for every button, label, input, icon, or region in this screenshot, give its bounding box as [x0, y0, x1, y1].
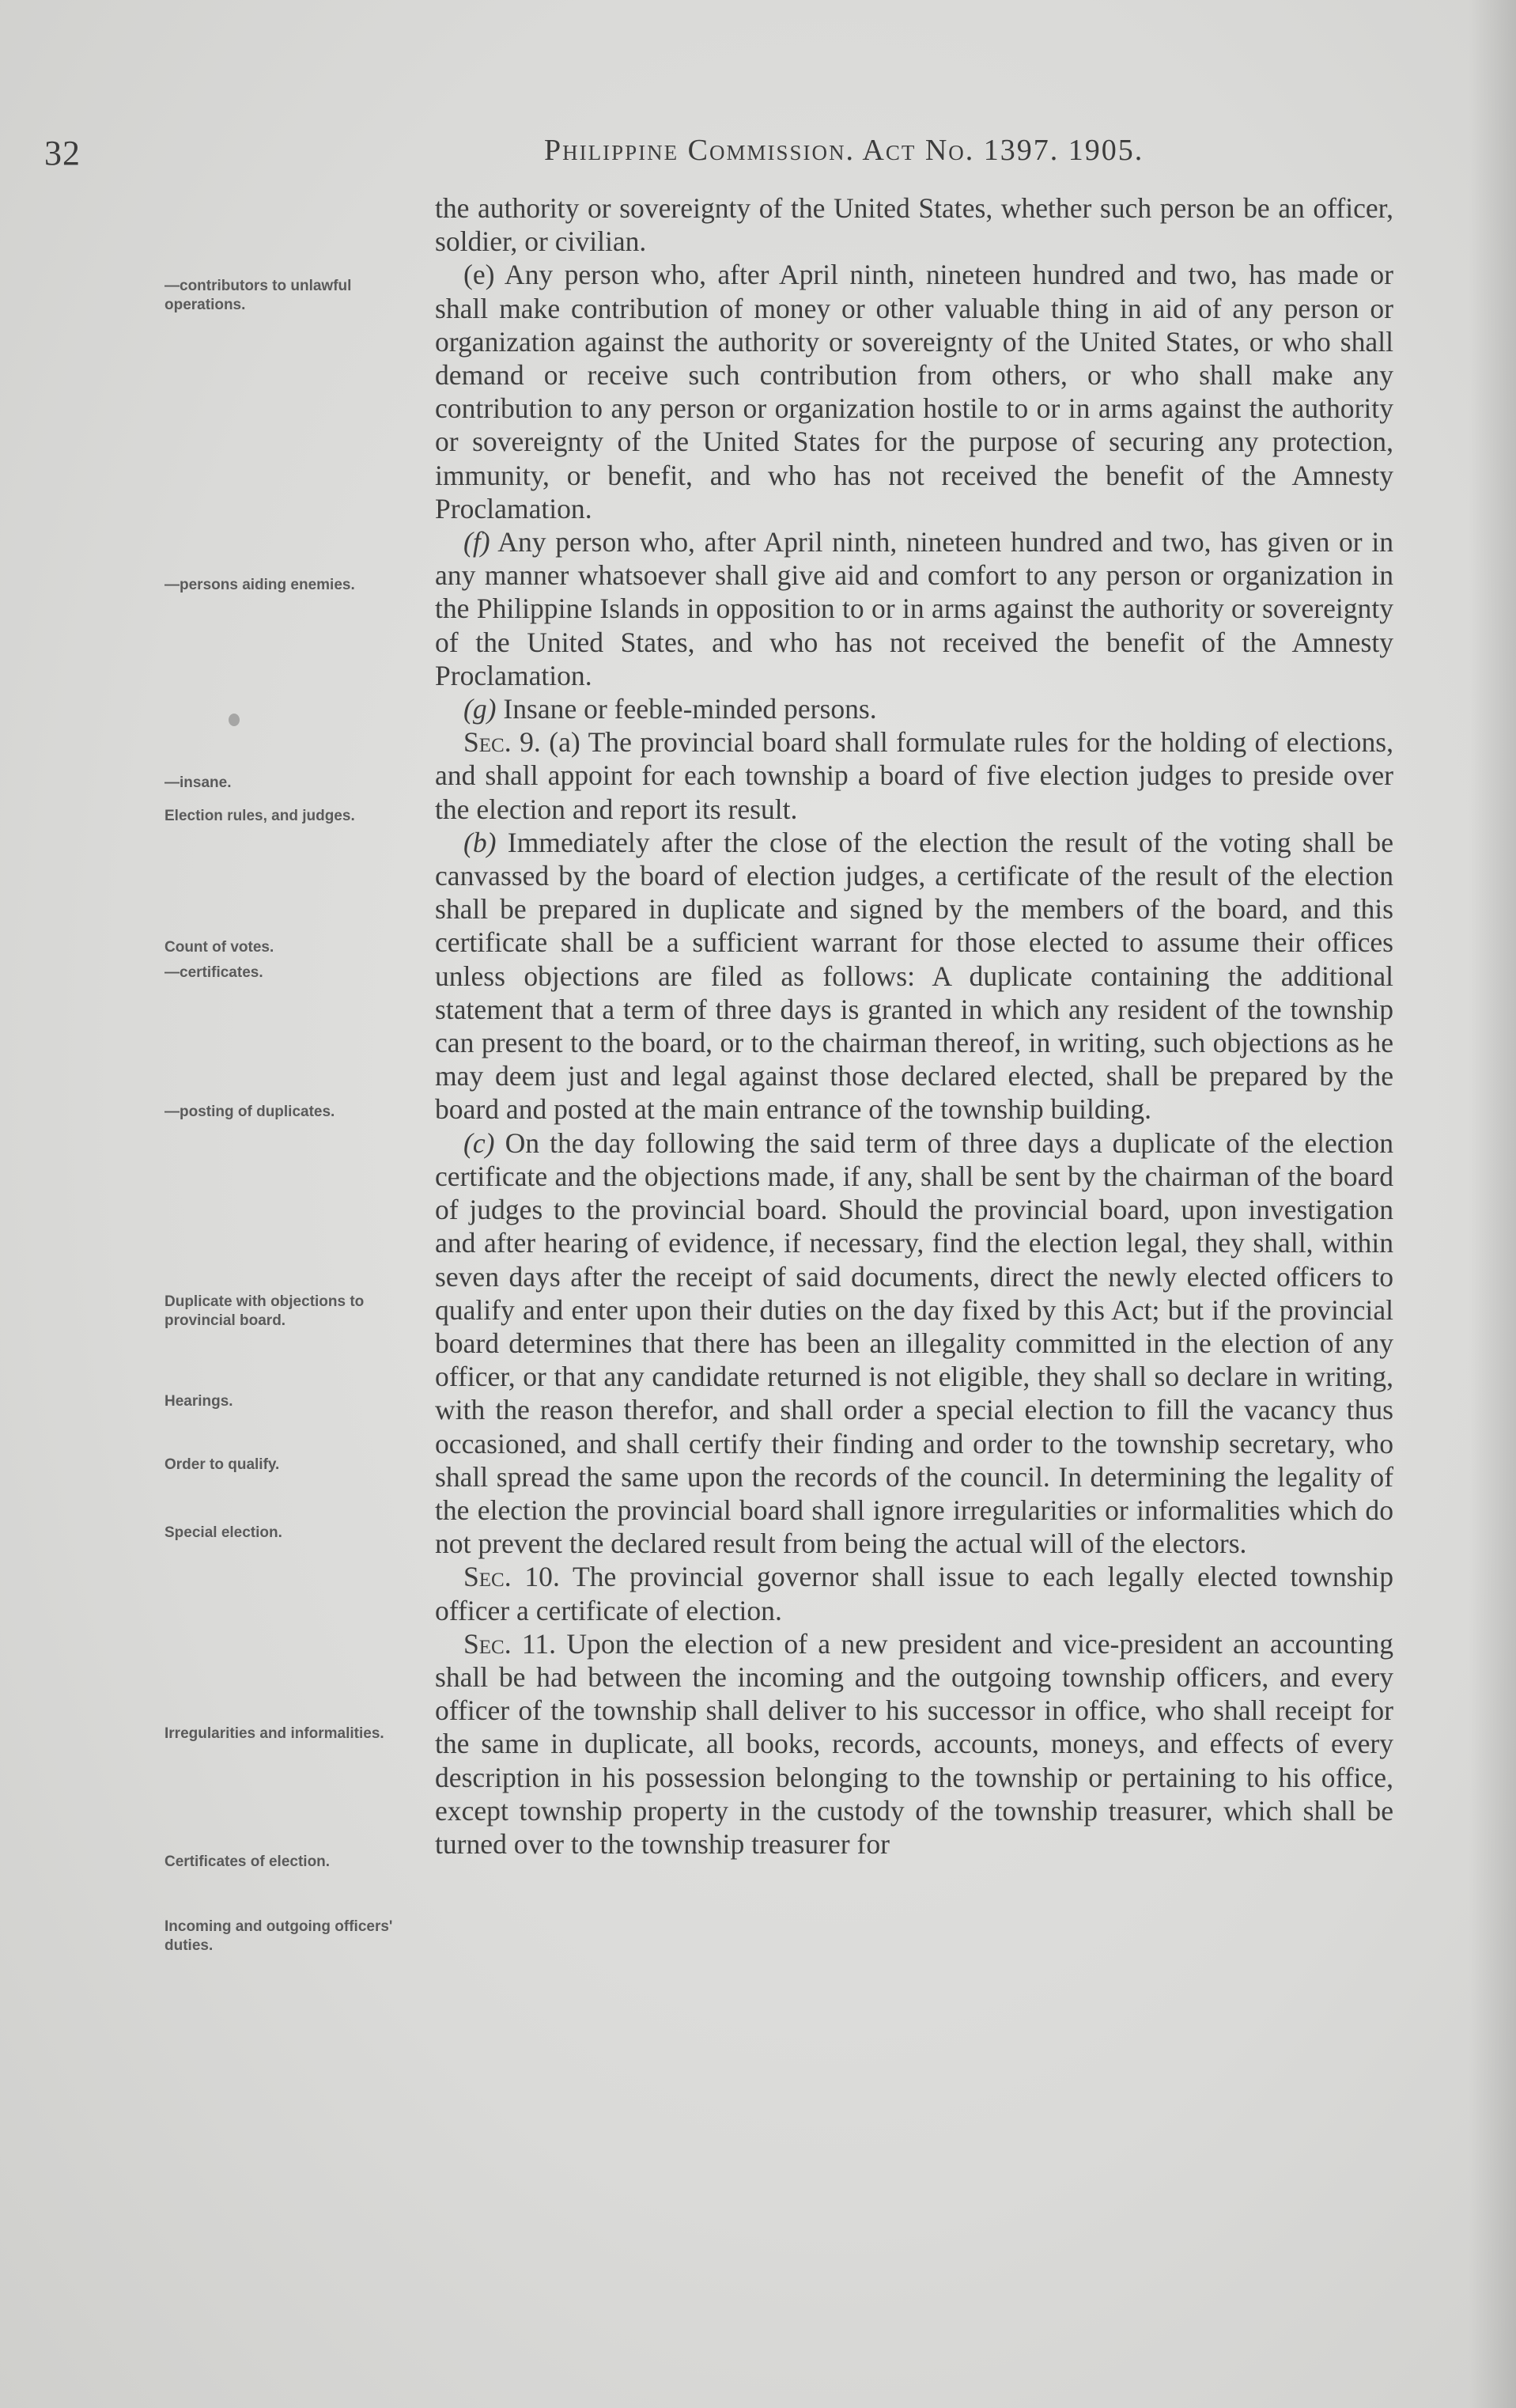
page-number: 32 — [44, 134, 81, 172]
margin-note-election-rules: Election rules, and judges. — [164, 808, 355, 824]
margin-note-hearings: Hearings. — [164, 1393, 233, 1410]
margin-note-insane: —insane. — [164, 774, 232, 791]
margin-note-duplicate-objections: Duplicate with objections to provincial board. — [164, 1293, 365, 1329]
section-10: Sec. 10. The provincial governor shall issue to each legally elected township officer a certificate of election. — [435, 1561, 1393, 1626]
page-edge-shadow — [1469, 0, 1516, 2408]
section-9-c: (c) On the day following the said term of three days a duplicate of the election certificate and the objections made, if any, shall be sent by the chairman of the board of judges to the provincial board. Should the provincial board, upon investigation and after hearing of evidence, if necessary, find the election legal, they shall, within seven days after the receipt of said documents, direct the newly elected officers to qualify and enter upon their duties on the day fixed by this Act; but if the provincial board determines that there has been an illegality committed in the election of any officer, or that any candidate returned is not eligible, they shall so declare in writing, with the reason therefor, and shall order a special election to fill the vacancy thus occasioned, and shall certify their finding and order to the township secretary, who shall spread the same upon the records of the council. In determining the legality of the election the provincial board shall ignore irregularities or informalities which do not prevent the declared result from being the actual will of the electors. — [435, 1126, 1393, 1560]
margin-note-certificates-of-election: Certificates of election. — [164, 1853, 331, 1870]
margin-note-contributors: —contributors to unlawful operations. — [164, 278, 352, 313]
margin-note-persons-aiding: —persons aiding enemies. — [164, 577, 355, 593]
running-head: Philippine Commission. Act No. 1397. 1905. — [544, 134, 1144, 167]
paragraph-e: (e) Any person who, after April ninth, nineteen hundred and two, has made or shall make contribution of money or other valuable thing in aid of any person or organization against the authority or sovereignty of the United States, or who shall demand or receive such contribution from others, or who shall make any contribution to any person or organization hostile to or in arms against the authority or sovereignty of the United States for the purpose of securing any protection, immunity, or benefit, and who has not received the benefit of the Amnesty Proclamation. — [435, 259, 1393, 524]
margin-note-certificates: —certificates. — [164, 964, 263, 981]
margin-note-special-election: Special election. — [164, 1524, 282, 1541]
margin-note-incoming-outgoing: Incoming and outgoing officers' duties. — [164, 1918, 393, 1954]
margin-note-order-to-qualify: Order to qualify. — [164, 1456, 280, 1473]
section-11: Sec. 11. Upon the election of a new president and vice-president an accounting shall be had between the incoming and the outgoing township officers, and every officer of the township shall deliver to his successor in office, who shall receipt for the same in duplicate, all books, records, accounts, moneys, and effects of every description in his possession belonging to the township or pertaining to his office, except township property in the custody of the township treasurer, which shall be turned over to the township treasurer for — [435, 1627, 1393, 1860]
section-9-b: (b) Immediately after the close of the election the result of the voting shall be canvassed by the board of election judges, a certificate of the result of the election shall be prepared in duplicate and signed by the members of the board, and this certificate shall be a sufficient warrant for those elected to assume their offices unless objections are filed as follows: A duplicate containing the additional statement that a term of three days is granted in which any resident of the township can present to the board, or to the chairman thereof, in writing, such objections as he may deem just and legal against those declared elected, shall be prepared by the board and posted at the main entrance of the township building. — [435, 826, 1393, 1126]
paragraph-g: (g) Insane or feeble-minded persons. — [463, 693, 877, 725]
section-9-a: Sec. 9. (a) The provincial board shall formulate rules for the holding of elections, and shall appoint for each township a board of five election judges to preside over the election and report its result. — [435, 726, 1393, 825]
ink-smudge — [229, 714, 240, 726]
margin-note-irregularities: Irregularities and informalities. — [164, 1725, 384, 1742]
body-text — [435, 191, 1393, 1861]
paragraph-f: (f) Any person who, after April ninth, nineteen hundred and two, has given or in any manner whatsoever shall give aid and comfort to any person or organization in the Philippine Islands in opposition to or in arms against the authority or sovereignty of the United States, and who has not received the benefit of the Amnesty Proclamation. — [435, 526, 1393, 691]
margin-note-count-of-votes: Count of votes. — [164, 939, 274, 956]
paragraph-continuation: the authority or sovereignty of the United States, whether such person be an officer, soldier, or civilian. — [435, 192, 1393, 258]
margin-note-posting-duplicates: —posting of duplicates. — [164, 1104, 335, 1120]
